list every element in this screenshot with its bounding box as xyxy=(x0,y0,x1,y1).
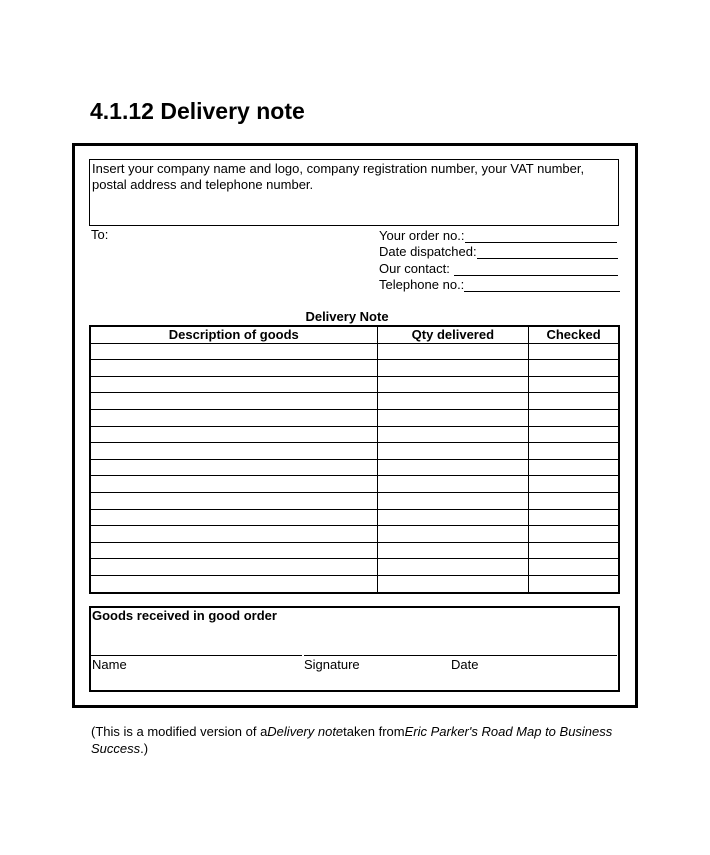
table-row xyxy=(90,459,619,476)
checked-cell[interactable] xyxy=(529,393,619,410)
qty-cell[interactable] xyxy=(377,542,529,559)
checked-cell[interactable] xyxy=(529,426,619,443)
table-caption: Delivery Note xyxy=(305,309,389,324)
checked-cell[interactable] xyxy=(529,343,619,360)
description-cell[interactable] xyxy=(90,393,377,410)
qty-cell[interactable] xyxy=(377,526,529,543)
description-cell[interactable] xyxy=(90,476,377,493)
qty-cell[interactable] xyxy=(377,476,529,493)
description-cell[interactable] xyxy=(90,526,377,543)
table-row xyxy=(90,526,619,543)
column-header-description: Description of goods xyxy=(168,327,299,343)
page-title: 4.1.12 Delivery note xyxy=(90,98,305,124)
table-body xyxy=(90,343,619,592)
name-line[interactable] xyxy=(91,655,302,656)
table-row xyxy=(90,426,619,443)
qty-cell[interactable] xyxy=(377,343,529,360)
date-dispatched-row xyxy=(379,243,631,260)
table-row xyxy=(90,559,619,576)
checked-cell[interactable] xyxy=(529,492,619,509)
description-cell[interactable] xyxy=(90,343,377,360)
qty-cell[interactable] xyxy=(377,360,529,377)
company-details-box[interactable] xyxy=(89,159,619,226)
qty-cell[interactable] xyxy=(377,559,529,576)
date-label: Date xyxy=(451,657,479,672)
our-contact-label: Our contact: xyxy=(379,260,450,276)
our-contact-row xyxy=(379,259,631,276)
description-cell[interactable] xyxy=(90,376,377,393)
checked-cell[interactable] xyxy=(529,360,619,377)
qty-cell[interactable] xyxy=(377,409,529,426)
delivery-table xyxy=(89,325,620,594)
checked-cell[interactable] xyxy=(529,526,619,543)
description-cell[interactable] xyxy=(90,360,377,377)
qty-cell[interactable] xyxy=(377,443,529,460)
company-details-placeholder: Insert your company name and logo, company registration number, your VAT number, postal address and telephone number. xyxy=(92,161,585,192)
checked-cell[interactable] xyxy=(529,376,619,393)
goods-received-title: Goods received in good order xyxy=(92,608,277,623)
table-row xyxy=(90,542,619,559)
column-header-qty: Qty delivered xyxy=(377,326,529,343)
table-row xyxy=(90,443,619,460)
checked-cell[interactable] xyxy=(529,575,619,592)
telephone-label: Telephone no.: xyxy=(379,277,465,292)
description-cell[interactable] xyxy=(90,559,377,576)
description-cell[interactable] xyxy=(90,426,377,443)
qty-cell[interactable] xyxy=(377,426,529,443)
table-row xyxy=(90,393,619,410)
checked-cell[interactable] xyxy=(529,443,619,460)
description-cell[interactable] xyxy=(90,542,377,559)
description-cell[interactable] xyxy=(90,443,377,460)
table-row xyxy=(90,409,619,426)
checked-cell[interactable] xyxy=(529,476,619,493)
qty-cell[interactable] xyxy=(377,459,529,476)
checked-cell[interactable] xyxy=(529,409,619,426)
order-number-field[interactable] xyxy=(465,229,617,243)
checked-cell[interactable] xyxy=(529,459,619,476)
footnote-doc-name: Delivery note xyxy=(267,724,344,739)
table-header-row xyxy=(90,326,619,343)
footnote-prefix: (This is a modified version of a xyxy=(91,724,268,739)
qty-cell[interactable] xyxy=(377,575,529,592)
goods-received-box xyxy=(89,606,620,692)
telephone-row xyxy=(379,276,631,293)
table-row xyxy=(90,360,619,377)
footnote-suffix: .) xyxy=(140,741,149,756)
footnote-middle: taken from xyxy=(343,724,405,739)
name-label: Name xyxy=(92,657,127,672)
telephone-field[interactable] xyxy=(464,278,620,292)
qty-cell[interactable] xyxy=(377,393,529,410)
table-row xyxy=(90,492,619,509)
description-cell[interactable] xyxy=(90,492,377,509)
signature-date-line[interactable] xyxy=(304,655,617,656)
signature-label: Signature xyxy=(304,657,360,672)
description-cell[interactable] xyxy=(90,509,377,526)
source-footnote xyxy=(91,723,631,757)
table-row xyxy=(90,575,619,592)
checked-cell[interactable] xyxy=(529,509,619,526)
table-row xyxy=(90,343,619,360)
qty-cell[interactable] xyxy=(377,509,529,526)
table-row xyxy=(90,376,619,393)
description-cell[interactable] xyxy=(90,409,377,426)
date-dispatched-field[interactable] xyxy=(477,245,618,259)
checked-cell[interactable] xyxy=(529,542,619,559)
checked-cell[interactable] xyxy=(529,559,619,576)
table-row xyxy=(90,476,619,493)
qty-cell[interactable] xyxy=(377,492,529,509)
order-number-label: Your order no.: xyxy=(379,227,465,243)
description-cell[interactable] xyxy=(90,575,377,592)
order-number-row xyxy=(379,226,631,243)
qty-cell[interactable] xyxy=(377,376,529,393)
our-contact-field[interactable] xyxy=(454,262,618,276)
order-details xyxy=(379,226,631,292)
date-dispatched-label: Date dispatched: xyxy=(379,244,477,259)
footnote-source: Eric Parker's Road Map to Business Success xyxy=(91,724,613,756)
column-header-checked: Checked xyxy=(529,326,619,343)
table-row xyxy=(90,509,619,526)
to-label: To: xyxy=(91,227,109,242)
description-cell[interactable] xyxy=(90,459,377,476)
